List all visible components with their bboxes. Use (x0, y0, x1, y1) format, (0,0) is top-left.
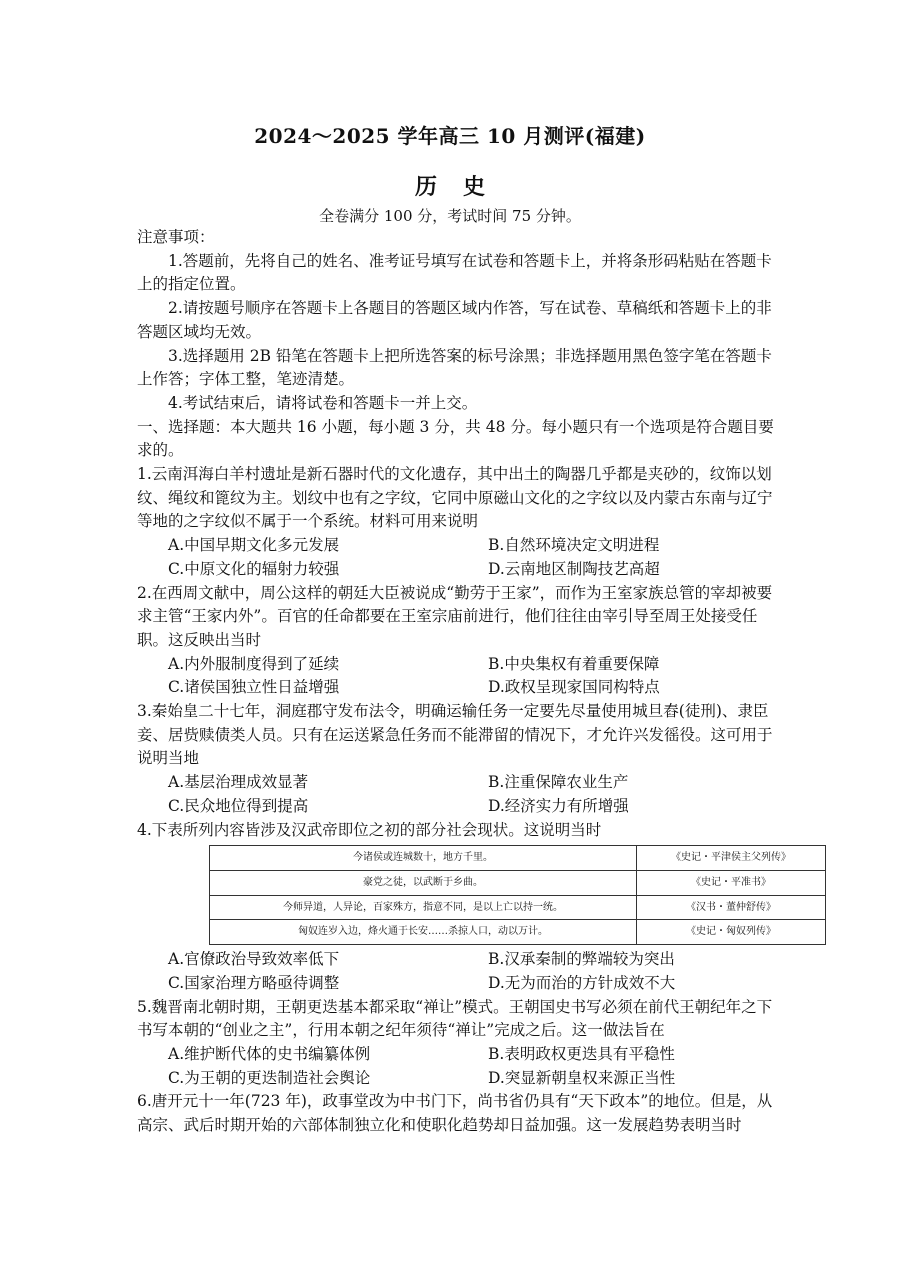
table-row (210, 895, 826, 920)
table-cell-source: 《汉书・董仲舒传》 (637, 895, 826, 920)
table-row (210, 846, 826, 871)
question-stem: 4.下表所列内容皆涉及汉武帝即位之初的部分社会现状。这说明当时 (137, 820, 602, 839)
option: B.汉承秦制的弊端较为突出 (488, 950, 675, 969)
note-item: 1.答题前，先将自己的姓名、准考证号填写在试卷和答题卡上，并将条形码粘贴在答题卡上的指定位置。 (137, 251, 772, 294)
table-cell-quote: 今诸侯或连城数十，地方千里。 (210, 846, 637, 871)
question-options (137, 771, 777, 818)
question-stem: 5.魏晋南北朝时期，王朝更迭基本都采取“禅让”模式。王朝国史书写必须在前代王朝纪年之下书写本朝的“创业之主”，行用本朝之纪年须待“禅让”完成之后。这一做法旨在 (137, 997, 773, 1040)
option: A.中国早期文化多元发展 (168, 536, 340, 555)
option: B.表明政权更迭具有平稳性 (488, 1044, 675, 1063)
table-cell-source: 《史记・匈奴列传》 (637, 920, 826, 945)
table-cell-source: 《史记・平准书》 (637, 870, 826, 895)
option: B.自然环境决定文明进程 (488, 536, 660, 555)
option: D.云南地区制陶技艺高超 (488, 559, 660, 578)
question-stem: 3.秦始皇二十七年，洞庭郡守发布法令，明确运输任务一定要先尽量使用城旦舂(徒刑)、隶臣妾、居赀赎债类人员。只有在运送紧急任务而不能滞留的情况下，才允许兴发徭役。这可用于说明当地 (137, 702, 773, 768)
question-stem: 1.云南洱海白羊村遗址是新石器时代的文化遗存，其中出土的陶器几乎都是夹砂的，纹饰以划纹、绳纹和篦纹为主。划纹中也有之字纹，它同中原磁山文化的之字纹以及内蒙古东南与辽宁等地的之字纹似不属于一个系统。材料可用来说明 (137, 465, 773, 531)
option: A.基层治理成效显著 (168, 773, 309, 792)
question-options (137, 653, 777, 700)
question-options (137, 1043, 777, 1090)
table-cell-quote: 豪党之徒，以武断于乡曲。 (210, 870, 637, 895)
option: C.为王朝的更迭制造社会舆论 (168, 1068, 371, 1087)
question-stem: 6.唐开元十一年(723 年)，政事堂改为中书门下，尚书省仍具有“天下政本”的地位。但是，从高宗、武后时期开始的六部体制独立化和使职化趋势却日益加强。这一发展趋势表明当时 (137, 1092, 773, 1135)
table-row (210, 870, 826, 895)
option: C.民众地位得到提高 (168, 796, 309, 815)
option: C.国家治理方略亟待调整 (168, 973, 340, 992)
option: D.突显新朝皇权来源正当性 (488, 1068, 676, 1087)
notes-heading: 注意事项： (137, 228, 215, 246)
table-cell-quote: 今师异道，人异论，百家殊方，指意不同，是以上亡以持一统。 (210, 895, 637, 920)
question-stem: 2.在西周文献中，周公这样的朝廷大臣被说成“勤劳于王家”，而作为王室家族总管的宰却被要求主管“王家内外”。百官的任命都要在王室宗庙前进行，他们往往由宰引导至周王处接受任职。这反映出当时 (137, 583, 773, 649)
exam-title: 2024～2025 学年高三 10 月测评(福建) (254, 124, 646, 148)
option: A.内外服制度得到了延续 (168, 654, 340, 673)
question-options (137, 534, 777, 581)
question-options (137, 948, 777, 995)
option: A.官僚政治导致效率低下 (168, 950, 340, 969)
option: D.政权呈现家国同构特点 (488, 678, 660, 697)
option: D.经济实力有所增强 (488, 796, 629, 815)
option: C.中原文化的辐射力较强 (168, 559, 340, 578)
note-item: 3.选择题用 2B 铅笔在答题卡上把所选答案的标号涂黑；非选择题用黑色签字笔在答题卡上作答；字体工整，笔迹清楚。 (137, 346, 772, 389)
note-item: 2.请按题号顺序在答题卡上各题目的答题区域内作答，写在试卷、草稿纸和答题卡上的非答题区域均无效。 (137, 299, 772, 341)
source-table (209, 845, 826, 945)
option: C.诸侯国独立性日益增强 (168, 678, 340, 697)
table-cell-quote: 匈奴连岁入边，烽火通于长安……杀掠人口，动以万计。 (210, 920, 637, 945)
option: B.注重保障农业生产 (488, 773, 629, 792)
table-cell-source: 《史记・平津侯主父列传》 (637, 846, 826, 871)
section-heading: 一、选择题：本大题共 16 小题，每小题 3 分，共 48 分。每小题只有一个选项是符合题目要求的。 (137, 417, 774, 460)
exam-meta: 全卷满分 100 分，考试时间 75 分钟。 (319, 207, 581, 225)
subject-title: 历史 (414, 174, 511, 200)
table-row (210, 920, 826, 945)
option: B.中央集权有着重要保障 (488, 654, 660, 673)
option: D.无为而治的方针成效不大 (488, 973, 676, 992)
note-item: 4.考试结束后，请将试卷和答题卡一并上交。 (168, 393, 478, 412)
exam-content (137, 226, 791, 1138)
option: A.维护断代体的史书编纂体例 (168, 1044, 371, 1063)
